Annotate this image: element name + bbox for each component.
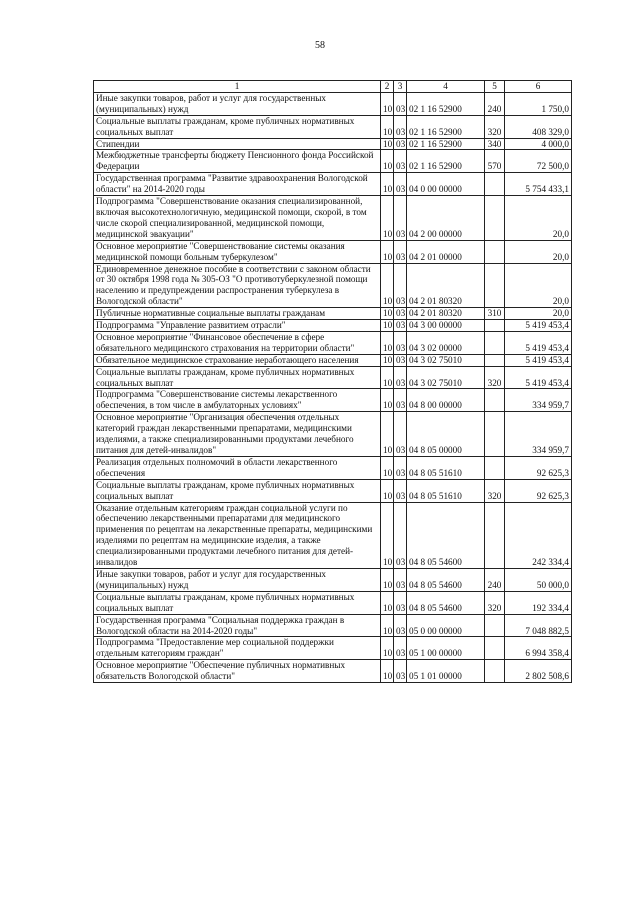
row-amount: 20,0: [505, 308, 572, 320]
row-subsection: 03: [394, 263, 407, 308]
row-expense-type: [485, 660, 505, 683]
row-amount: 20,0: [505, 263, 572, 308]
row-subsection: 03: [394, 331, 407, 354]
row-name: Основное мероприятие "Финансовое обеспечение в сфере обязательного медицинского страхования на территории области": [94, 331, 381, 354]
row-expense-type: [485, 456, 505, 479]
column-header-expense-type: 5: [485, 81, 505, 93]
row-section: 10: [381, 331, 394, 354]
budget-table: [93, 80, 572, 683]
row-expense-type: 570: [485, 150, 505, 173]
row-amount: 6 994 358,4: [505, 637, 572, 660]
table-row: [94, 92, 572, 115]
table-row: [94, 354, 572, 366]
row-target-article: 04 3 02 75010: [407, 354, 485, 366]
table-row: [94, 240, 572, 263]
row-name: Основное мероприятие "Организация обеспечения отдельных категорий граждан лекарственными препаратами, медицинскими изделиями, а также специализированными продуктами лечебного питания для детей-инвалидов": [94, 412, 381, 457]
row-subsection: 03: [394, 389, 407, 412]
row-expense-type: [485, 196, 505, 241]
row-name: Обязательное медицинское страхование неработающего населения: [94, 354, 381, 366]
row-section: 10: [381, 308, 394, 320]
row-section: 10: [381, 479, 394, 502]
row-amount: 5 419 453,4: [505, 331, 572, 354]
row-amount: 5 419 453,4: [505, 320, 572, 332]
row-amount: 20,0: [505, 240, 572, 263]
table-row: [94, 412, 572, 457]
row-section: 10: [381, 92, 394, 115]
row-expense-type: [485, 637, 505, 660]
row-section: 10: [381, 173, 394, 196]
table-row: [94, 660, 572, 683]
row-section: 10: [381, 138, 394, 150]
row-section: 10: [381, 150, 394, 173]
row-section: 10: [381, 115, 394, 138]
row-amount: 4 000,0: [505, 138, 572, 150]
row-name: Социальные выплаты гражданам, кроме публичных нормативных социальных выплат: [94, 366, 381, 389]
row-name: Государственная программа "Развитие здравоохранения Вологодской области" на 2014-2020 годы: [94, 173, 381, 196]
table-row: [94, 637, 572, 660]
row-section: 10: [381, 637, 394, 660]
row-target-article: 04 3 00 00000: [407, 320, 485, 332]
table-row: [94, 115, 572, 138]
row-section: 10: [381, 263, 394, 308]
column-header-target-article: 4: [407, 81, 485, 93]
column-header-section: 2: [381, 81, 394, 93]
row-name: Оказание отдельным категориям граждан социальной услуги по обеспечению лекарственными препаратами для медицинского применения по рецептам на лекарственные препараты, медицинскими изделиями по рецептам на медицинские изделия, а также специализированными продуктами лечебного питания для детей-инвалидов: [94, 502, 381, 568]
row-target-article: 04 3 02 75010: [407, 366, 485, 389]
row-subsection: 03: [394, 412, 407, 457]
row-name: Подпрограмма "Совершенствование оказания специализированной, включая высокотехнологичную, медицинской помощи, скорой, в том числе скорой специализированной, медицинской помощи, медицинской эвакуации": [94, 196, 381, 241]
row-name: Единовременное денежное пособие в соответствии с законом области от 30 октября 1998 года № 305-ОЗ "О противотуберкулезной помощи населению и предупреждении распространения туберкулеза в Вологодской области": [94, 263, 381, 308]
row-name: Иные закупки товаров, работ и услуг для государственных (муниципальных) нужд: [94, 568, 381, 591]
table-row: [94, 308, 572, 320]
row-amount: 408 329,0: [505, 115, 572, 138]
row-subsection: 03: [394, 614, 407, 637]
row-subsection: 03: [394, 366, 407, 389]
row-name: Социальные выплаты гражданам, кроме публичных нормативных социальных выплат: [94, 479, 381, 502]
table-row: [94, 263, 572, 308]
table-row: [94, 173, 572, 196]
row-section: 10: [381, 354, 394, 366]
row-amount: 334 959,7: [505, 389, 572, 412]
row-subsection: 03: [394, 196, 407, 241]
row-section: 10: [381, 196, 394, 241]
row-target-article: 02 1 16 52900: [407, 92, 485, 115]
row-amount: 72 500,0: [505, 150, 572, 173]
row-expense-type: [485, 614, 505, 637]
row-target-article: 05 1 01 00000: [407, 660, 485, 683]
row-section: 10: [381, 614, 394, 637]
column-header-name: 1: [94, 81, 381, 93]
row-amount: 7 048 882,5: [505, 614, 572, 637]
row-subsection: 03: [394, 660, 407, 683]
row-section: 10: [381, 412, 394, 457]
row-subsection: 03: [394, 568, 407, 591]
row-target-article: 04 2 00 00000: [407, 196, 485, 241]
table-row: [94, 366, 572, 389]
row-name: Стипендии: [94, 138, 381, 150]
row-expense-type: [485, 412, 505, 457]
row-amount: 5 419 453,4: [505, 366, 572, 389]
column-header-amount: 6: [505, 81, 572, 93]
row-target-article: 04 8 05 54600: [407, 502, 485, 568]
row-expense-type: 320: [485, 479, 505, 502]
row-subsection: 03: [394, 308, 407, 320]
row-target-article: 04 8 05 54600: [407, 591, 485, 614]
row-section: 10: [381, 389, 394, 412]
row-name: Иные закупки товаров, работ и услуг для государственных (муниципальных) нужд: [94, 92, 381, 115]
table-row: [94, 479, 572, 502]
table-row: [94, 502, 572, 568]
table-header-row: [94, 81, 572, 93]
row-subsection: 03: [394, 173, 407, 196]
row-expense-type: 240: [485, 92, 505, 115]
row-section: 10: [381, 591, 394, 614]
row-name: Социальные выплаты гражданам, кроме публичных нормативных социальных выплат: [94, 591, 381, 614]
row-amount: 92 625,3: [505, 456, 572, 479]
row-target-article: 04 8 00 00000: [407, 389, 485, 412]
row-subsection: 03: [394, 637, 407, 660]
row-target-article: 04 8 05 51610: [407, 479, 485, 502]
page-number: 58: [315, 40, 325, 51]
row-amount: 20,0: [505, 196, 572, 241]
row-subsection: 03: [394, 591, 407, 614]
row-amount: 5 754 433,1: [505, 173, 572, 196]
table-row: [94, 614, 572, 637]
row-expense-type: 320: [485, 366, 505, 389]
table-row: [94, 196, 572, 241]
row-amount: 242 334,4: [505, 502, 572, 568]
row-subsection: 03: [394, 240, 407, 263]
row-amount: 1 750,0: [505, 92, 572, 115]
row-section: 10: [381, 568, 394, 591]
row-target-article: 05 0 00 00000: [407, 614, 485, 637]
row-name: Межбюджетные трансферты бюджету Пенсионного фонда Российской Федерации: [94, 150, 381, 173]
row-expense-type: 240: [485, 568, 505, 591]
row-subsection: 03: [394, 138, 407, 150]
row-amount: 5 419 453,4: [505, 354, 572, 366]
row-subsection: 03: [394, 479, 407, 502]
row-name: Социальные выплаты гражданам, кроме публичных нормативных социальных выплат: [94, 115, 381, 138]
row-section: 10: [381, 240, 394, 263]
row-expense-type: [485, 502, 505, 568]
row-name: Основное мероприятие "Совершенствование системы оказания медицинской помощи больным туберкулезом": [94, 240, 381, 263]
table-row: [94, 138, 572, 150]
row-expense-type: [485, 320, 505, 332]
row-section: 10: [381, 660, 394, 683]
row-target-article: 04 2 01 80320: [407, 308, 485, 320]
row-target-article: 04 2 01 00000: [407, 240, 485, 263]
row-target-article: 04 8 05 00000: [407, 412, 485, 457]
row-amount: 50 000,0: [505, 568, 572, 591]
row-expense-type: [485, 263, 505, 308]
table-row: [94, 591, 572, 614]
row-section: 10: [381, 456, 394, 479]
row-target-article: 02 1 16 52900: [407, 150, 485, 173]
row-name: Подпрограмма "Управление развитием отрасли": [94, 320, 381, 332]
row-name: Реализация отдельных полномочий в области лекарственного обеспечения: [94, 456, 381, 479]
row-amount: 192 334,4: [505, 591, 572, 614]
row-expense-type: [485, 240, 505, 263]
row-target-article: 05 1 00 00000: [407, 637, 485, 660]
row-section: 10: [381, 320, 394, 332]
table-row: [94, 456, 572, 479]
row-subsection: 03: [394, 354, 407, 366]
row-subsection: 03: [394, 92, 407, 115]
row-amount: 92 625,3: [505, 479, 572, 502]
table-row: [94, 320, 572, 332]
table-row: [94, 389, 572, 412]
row-name: Подпрограмма "Предоставление мер социальной поддержки отдельным категориям граждан": [94, 637, 381, 660]
row-name: Государственная программа "Социальная поддержка граждан в Вологодской области на 2014-2020 годы": [94, 614, 381, 637]
row-expense-type: 340: [485, 138, 505, 150]
row-expense-type: [485, 173, 505, 196]
row-name: Публичные нормативные социальные выплаты гражданам: [94, 308, 381, 320]
row-expense-type: 320: [485, 115, 505, 138]
row-section: 10: [381, 502, 394, 568]
row-target-article: 04 8 05 54600: [407, 568, 485, 591]
row-target-article: 04 3 02 00000: [407, 331, 485, 354]
row-amount: 2 802 508,6: [505, 660, 572, 683]
row-amount: 334 959,7: [505, 412, 572, 457]
row-subsection: 03: [394, 456, 407, 479]
row-target-article: 04 2 01 80320: [407, 263, 485, 308]
row-target-article: 02 1 16 52900: [407, 138, 485, 150]
table-row: [94, 568, 572, 591]
row-subsection: 03: [394, 115, 407, 138]
row-name: Подпрограмма "Совершенствование системы лекарственного обеспечения, в том числе в амбулаторных условиях": [94, 389, 381, 412]
column-header-subsection: 3: [394, 81, 407, 93]
row-target-article: 04 8 05 51610: [407, 456, 485, 479]
table-row: [94, 331, 572, 354]
row-subsection: 03: [394, 320, 407, 332]
row-subsection: 03: [394, 150, 407, 173]
table-row: [94, 150, 572, 173]
row-expense-type: [485, 354, 505, 366]
row-name: Основное мероприятие "Обеспечение публичных нормативных обязательств Вологодской области": [94, 660, 381, 683]
row-expense-type: 320: [485, 591, 505, 614]
row-section: 10: [381, 366, 394, 389]
row-subsection: 03: [394, 502, 407, 568]
row-expense-type: 310: [485, 308, 505, 320]
row-target-article: 02 1 16 52900: [407, 115, 485, 138]
row-target-article: 04 0 00 00000: [407, 173, 485, 196]
row-expense-type: [485, 331, 505, 354]
row-expense-type: [485, 389, 505, 412]
